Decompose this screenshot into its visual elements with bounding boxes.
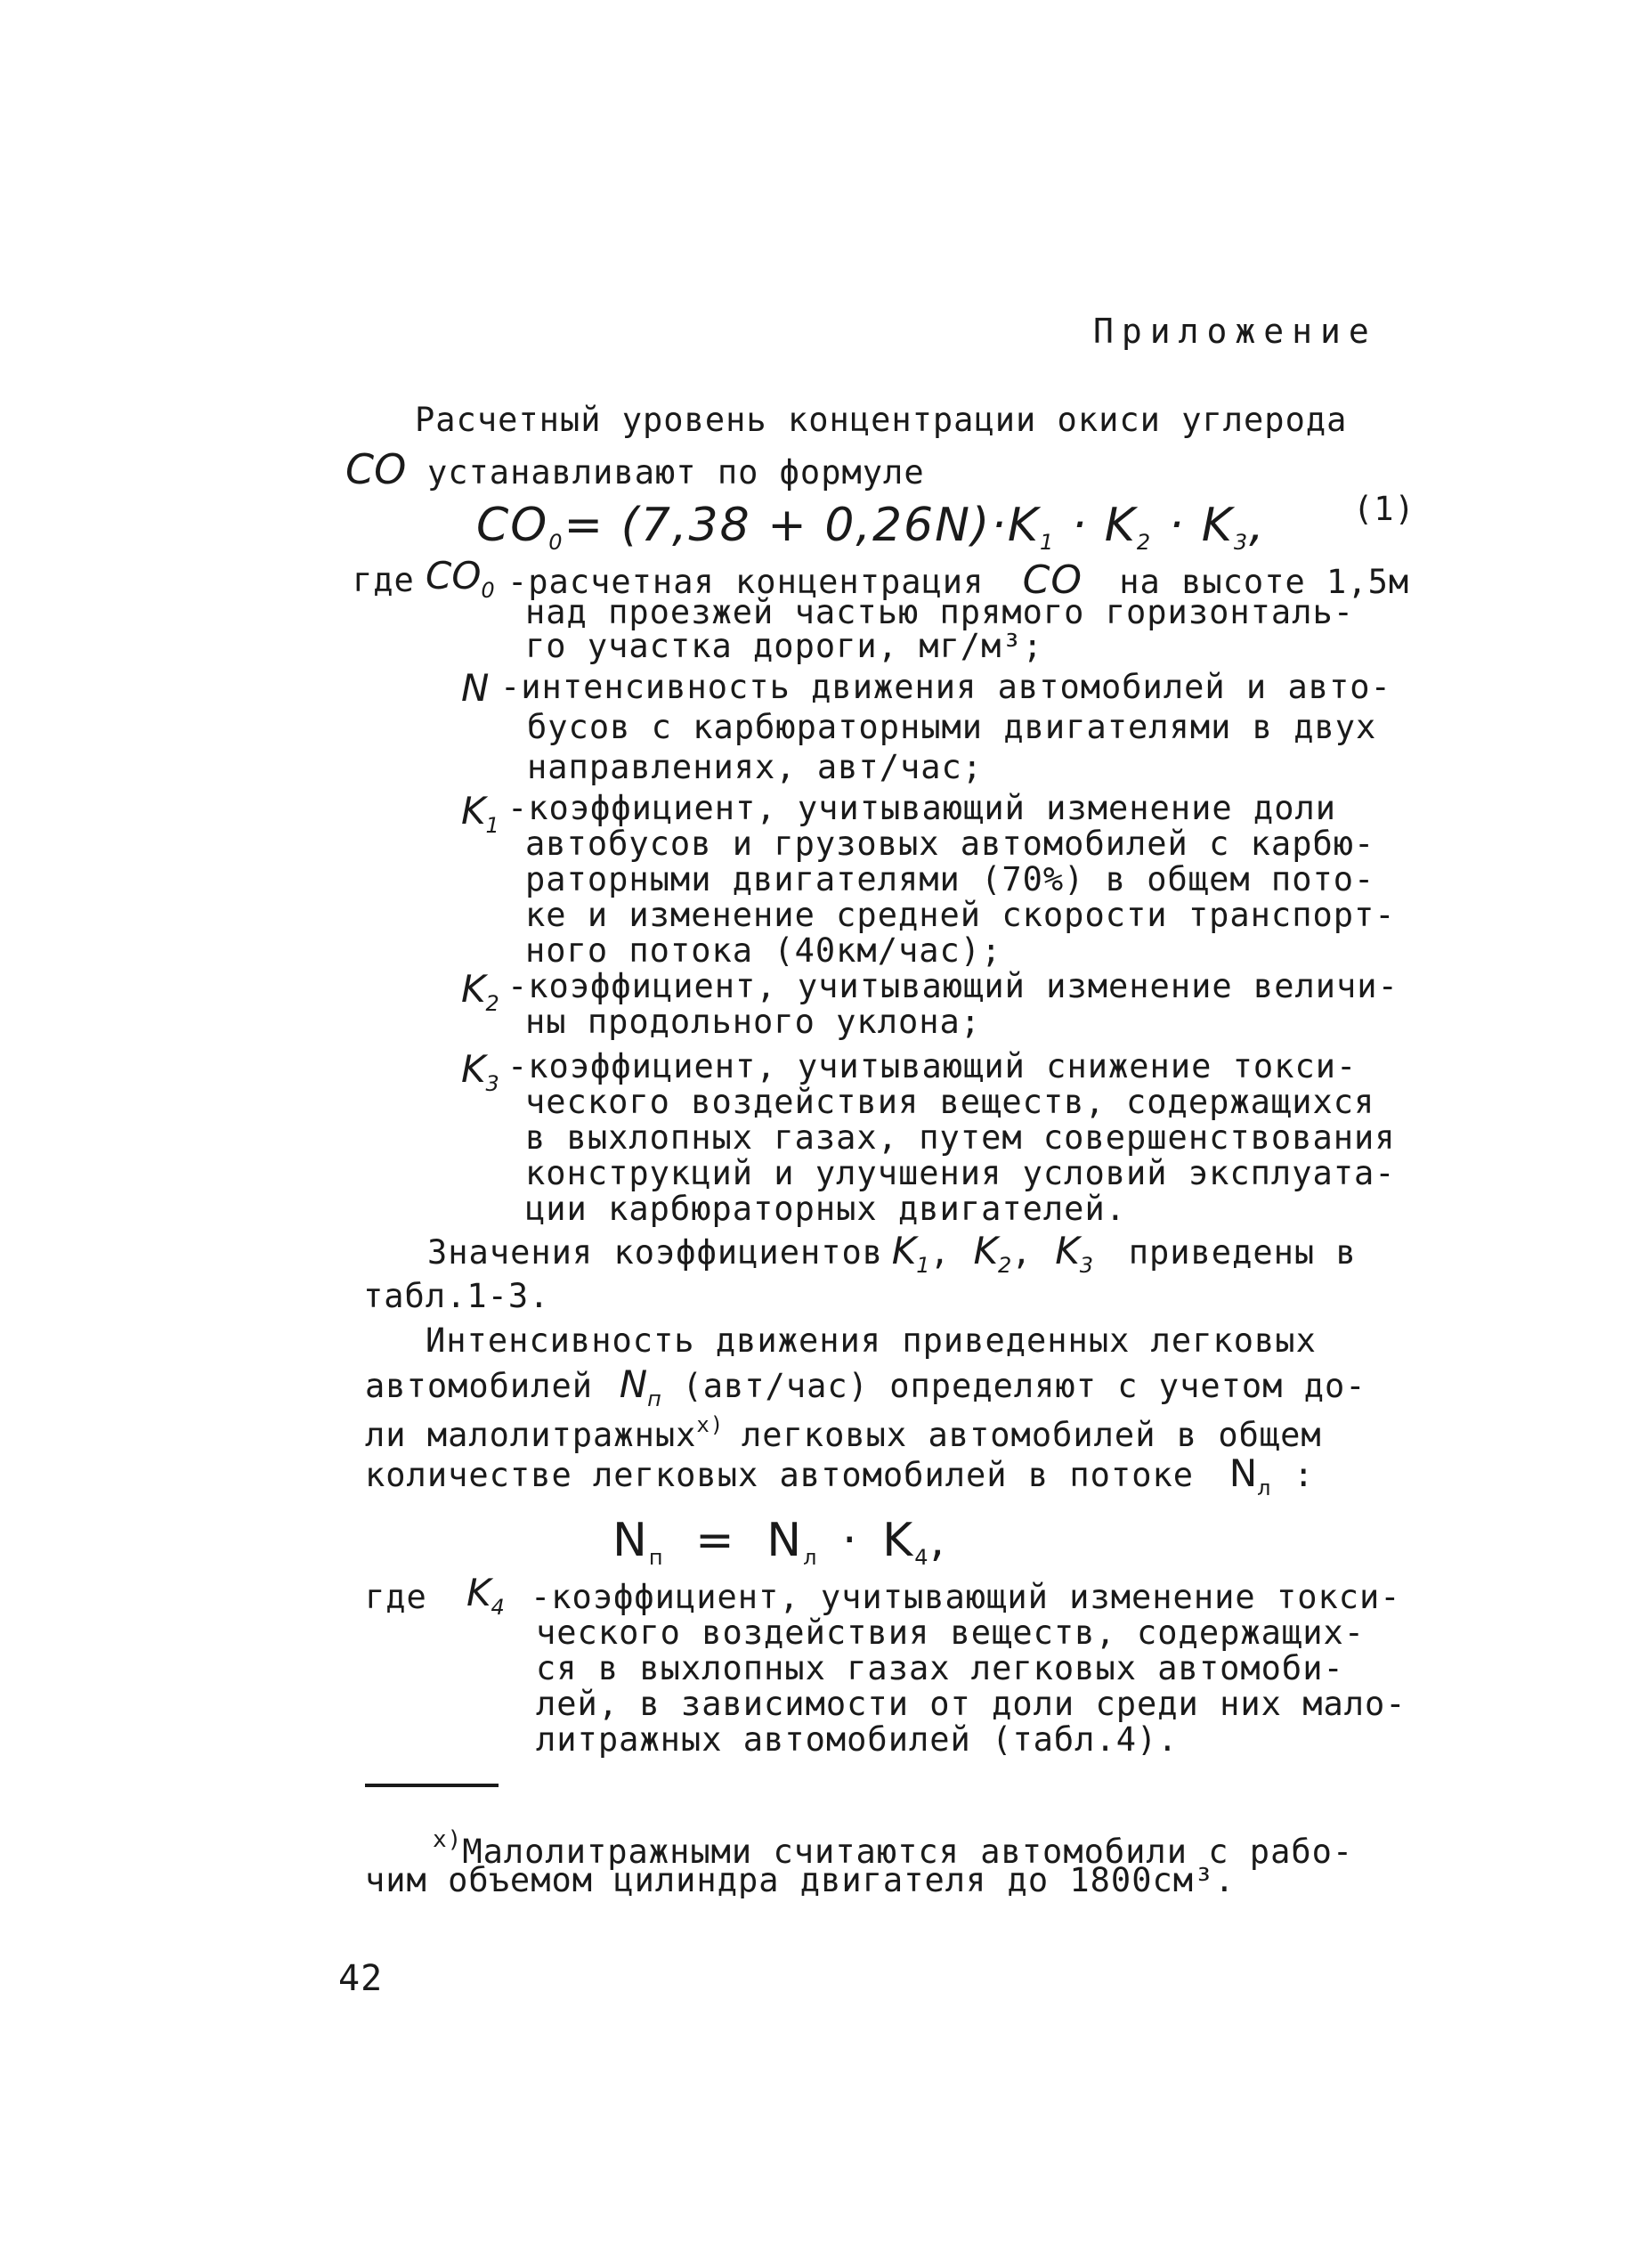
formula-1-co: СО bbox=[476, 499, 549, 552]
where-co0-line-2: над проезжей частью прямого горизонталь- bbox=[525, 593, 1355, 631]
where-co0-symbol: $СО_0$ bbox=[426, 554, 495, 603]
formula-1-sub2: 2 bbox=[1136, 530, 1153, 555]
footnote-mark: x) bbox=[696, 1412, 725, 1437]
def-k2-text: -коэффициент, учитывающий изменение величи- ны продольного уклона; bbox=[507, 967, 1399, 1041]
intensity-line-2: автомобилей $N_п$ (авт/час) определяют с учетом до- bbox=[365, 1362, 1366, 1411]
formula-1-sub0: 0 bbox=[548, 530, 564, 555]
page-number: 42 bbox=[338, 1958, 384, 1999]
nl-symbol: $N_л$ bbox=[1228, 1451, 1271, 1500]
np-symbol: $N_п$ bbox=[619, 1362, 661, 1411]
formula-1-k2: · K bbox=[1055, 499, 1137, 552]
formula-1-sub1: 1 bbox=[1039, 530, 1056, 555]
formula-1-body: = (7,38 + 0,26N)·K bbox=[564, 499, 1040, 552]
formula-1-sub3: 3 bbox=[1233, 530, 1250, 555]
values-k1: $K_1$ bbox=[891, 1229, 930, 1278]
k4-symbol: $K_4$ bbox=[466, 1571, 505, 1620]
formula-1 bbox=[476, 499, 1266, 555]
values-para-line-1: Значения коэффициентов $K_1$, $K_2$, $K_3$ приведены в bbox=[427, 1229, 1357, 1278]
formula-1-number: (1) bbox=[1353, 490, 1415, 528]
k4-where-label: где bbox=[365, 1578, 427, 1616]
where-label: где bbox=[353, 561, 415, 599]
values-k2: $K_2$ bbox=[973, 1229, 1012, 1278]
footnote-line-2: чим объемом цилиндра двигателя до 1800см³. bbox=[365, 1861, 1236, 1899]
values-k3: $K_3$ bbox=[1055, 1229, 1094, 1278]
def-n-text: -интенсивность движения автомобилей и авто- бусов с карбюраторными двигателями в двух направлениях, авт/час; bbox=[500, 668, 1391, 786]
intro-line-1: Расчетный уровень концентрации окиси углерода bbox=[415, 401, 1348, 439]
def-k1-text: -коэффициент, учитывающий изменение доли автобусов и грузовых автомобилей с карбю- раторными двигателями (70%) в общем пото- ке и изменение средней скорости транспорт- ного потока (40км/час); bbox=[507, 789, 1396, 970]
footnote-separator bbox=[365, 1784, 499, 1787]
intensity-line-3: ли малолитражныхx) легковых автомобилей в общем bbox=[365, 1412, 1322, 1454]
def-k3-symbol: $K_3$ bbox=[461, 1047, 499, 1096]
def-k1-symbol: $K_1$ bbox=[461, 789, 499, 838]
intro-line-2 bbox=[345, 445, 925, 493]
def-k3-text: -коэффициент, учитывающий снижение токси- ческого воздействия веществ, содержащихся в выхлопных газах, путем совершенствования конструкций и улучшения условий эксплуата- ции карбюраторных двигателей. bbox=[507, 1047, 1396, 1228]
formula-1-k3: · K bbox=[1152, 499, 1234, 552]
formula-1-tail: , bbox=[1249, 499, 1266, 552]
values-para-line-2: табл.1-3. bbox=[363, 1277, 550, 1315]
formula-2: $N_п = N_л \cdot K_4$, bbox=[612, 1514, 947, 1570]
def-n-symbol: N bbox=[461, 666, 490, 710]
co-symbol: СО bbox=[345, 445, 407, 493]
intro-line-2-text: устанавливают по формуле bbox=[426, 453, 925, 492]
appendix-heading: Приложение bbox=[1093, 312, 1377, 351]
where-co0-line-3: го участка дороги, мг/м³; bbox=[525, 627, 1043, 665]
intensity-line-4: количестве легковых автомобилей в потоке $N_л$ : bbox=[365, 1451, 1315, 1500]
footnote-line-1: x)Малолитражными считаются автомобили с рабо- bbox=[433, 1826, 1354, 1871]
intensity-line-1: Интенсивность движения приведенных легковых bbox=[426, 1321, 1317, 1360]
def-k2-symbol: $K_2$ bbox=[461, 967, 499, 1016]
where-co0-line-1: -расчетная концентрация СО на высоте 1,5м bbox=[507, 557, 1410, 603]
k4-text: -коэффициент, учитывающий изменение токси- ческого воздействия веществ, содержащих- ся в выхлопных газах легковых автомоби- лей, в зависимости от доли среди них мало- литражных автомобилей (табл.4). bbox=[531, 1578, 1407, 1759]
